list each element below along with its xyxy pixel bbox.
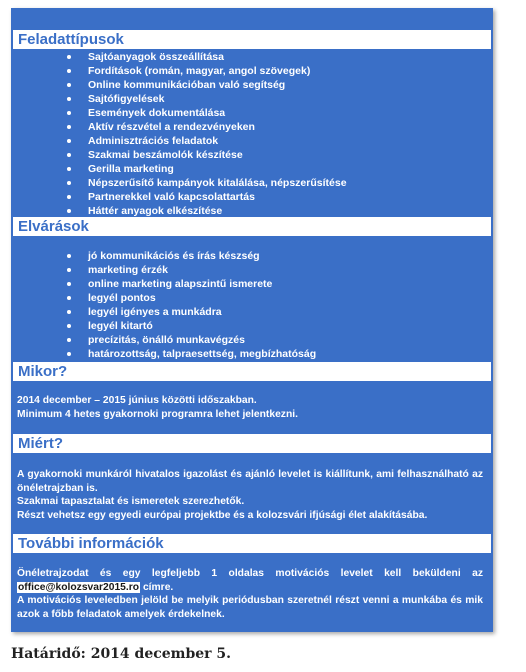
section-heading-when: Mikor? [13, 362, 491, 381]
when-line: 2014 december – 2015 június közötti időszakban. [17, 395, 257, 406]
tasks-list [67, 50, 487, 218]
bullet-icon [67, 296, 71, 300]
list-item: Gerilla marketing [67, 162, 487, 176]
list-item: Sajtóanyagok összeállítása [67, 50, 487, 64]
bullet-icon [67, 55, 71, 59]
list-item: Online kommunikációban való segítség [67, 78, 487, 92]
deadline-text: Határidő: 2014 december 5. [11, 646, 232, 662]
bullet-icon [67, 268, 71, 272]
bullet-icon [67, 195, 71, 199]
list-item: Aktív részvétel a rendezvényeken [67, 120, 487, 134]
email-link[interactable]: office@kolozsvar2015.ro [18, 581, 140, 593]
list-item: Sajtófigyelések [67, 92, 487, 106]
why-line: Részt vehetsz egy egyedi európai projektbe és a kolozsvári ifjúsági élet alakításába. [17, 509, 428, 521]
requirements-list [67, 249, 487, 361]
why-text [17, 468, 483, 522]
bullet-icon [67, 282, 71, 286]
bullet-icon [67, 111, 71, 115]
list-item: legyél pontos [67, 291, 487, 305]
bullet-icon [67, 69, 71, 73]
bullet-icon [67, 254, 71, 258]
more-info-text [17, 567, 483, 621]
section-heading-why: Miért? [13, 434, 491, 453]
section-heading-requirements: Elvárások [13, 217, 491, 236]
more-info-line: A motivációs leveledben jelöld be melyik periódusban szeretnél részt venni a munkába és mik azok a főbb feladatok amelyek érdekelnek. [17, 595, 483, 620]
list-item: legyél kitartó [67, 319, 487, 333]
list-item: jó kommunikációs és írás készség [67, 249, 487, 263]
when-line: Minimum 4 hetes gyakornoki programra lehet jelentkezni. [17, 408, 298, 420]
list-item: Adminisztrációs feladatok [67, 134, 487, 148]
bullet-icon [67, 139, 71, 143]
list-item: Partnerekkel való kapcsolattartás [67, 190, 487, 204]
why-line: A gyakornoki munkáról hivatalos igazolást és ajánló levelet is kiállítunk, ami felhasználható az önéletrajzban is. [17, 469, 483, 494]
section-heading-tasks: Feladattípusok [13, 30, 491, 49]
list-item: marketing érzék [67, 263, 487, 277]
section-heading-more-info: További információk [13, 534, 491, 553]
bullet-icon [67, 153, 71, 157]
bullet-icon [67, 167, 71, 171]
when-text [17, 394, 483, 421]
bullet-icon [67, 310, 71, 314]
list-item: Fordítások (román, magyar, angol szövegek) [67, 64, 487, 78]
list-item: Háttér anyagok elkészítése [67, 204, 487, 218]
flyer-panel [11, 8, 493, 632]
bullet-icon [67, 209, 71, 213]
list-item: precízitás, önálló munkavégzés [67, 333, 487, 347]
more-info-line: Önéletrajzodat és egy legfeljebb 1 oldalas motivációs levelet kell beküldeni az office@kolozsvar2015.ro címre. [17, 568, 483, 593]
why-line: Szakmai tapasztalat és ismeretek szerezhetők. [17, 496, 245, 507]
bullet-icon [67, 352, 71, 356]
bullet-icon [67, 97, 71, 101]
bullet-icon [67, 324, 71, 328]
bullet-icon [67, 338, 71, 342]
list-item: online marketing alapszintű ismerete [67, 277, 487, 291]
list-item: legyél igényes a munkádra [67, 305, 487, 319]
list-item: határozottság, talpraesettség, megbízhatóság [67, 347, 487, 361]
bullet-icon [67, 181, 71, 185]
bullet-icon [67, 83, 71, 87]
bullet-icon [67, 125, 71, 129]
list-item: Népszerűsítő kampányok kitalálása, népszerűsítése [67, 176, 487, 190]
list-item: Események dokumentálása [67, 106, 487, 120]
list-item: Szakmai beszámolók készítése [67, 148, 487, 162]
